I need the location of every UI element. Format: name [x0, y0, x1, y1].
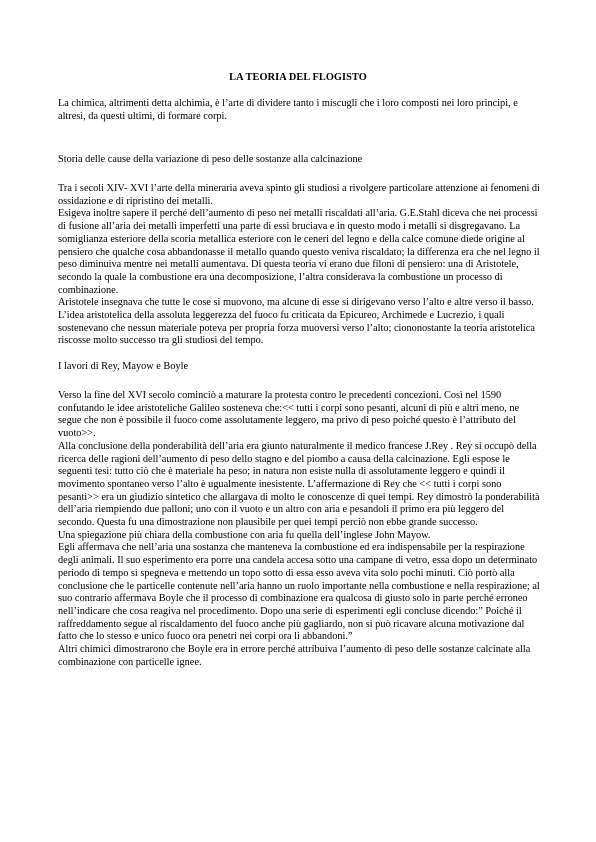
section2-paragraph-5: Altri chimici dimostrarono che Boyle era in errore perché attribuiva l’aumento di peso delle sostanze calcinate alla combinazione con particelle ignee.	[58, 644, 531, 668]
section1-paragraph-1: Tra i secoli XIV- XVI l’arte della mineraria aveva spinto gli studiosi a rivolgere particolare attenzione ai fenomeni di ossidazione e di ripristino dei metalli.	[58, 183, 540, 207]
section2-paragraph-4: Egli affermava che nell’aria una sostanza che manteneva la combustione ed era indispensabile per la respirazione degli animali. Il suo esperimento era porre una candela accesa sotto una campane di vetro, essa dopo un determinato periodo di tempo si spegneva e mettendo un topo sotto di essa esso aveva vita solo pochi minuti. Ciò portò alla conclusione che le particelle contenute nell’aria hanno un ruolo importante nella combustione e nella respirazione; al suo contrario affermava Boyle che il processo di combinazione era qualcosa di giusto solo in parte perché erroneo nell’indicare che cosa reagiva nel procedimento. Dopo una serie di esperimenti egli concluse dicendo:” Poiché il raffreddamento segue al riscaldamento del fuoco anche più gagliardo, non si può ricavare alcuna motivazione dal fatto che lo stesso e unico fuoco ora penetri nei corpi ora li abbandoni.”	[58, 542, 540, 643]
intro-paragraph-block	[58, 98, 542, 123]
section2-heading-text: I lavori di Rey, Mayow e Boyle	[58, 361, 189, 372]
section2-paragraph-2: Alla conclusione della ponderabilità dell’aria era giunto naturalmente il medico francese J.Rey . Rey si occupò della ricerca delle ragioni dell’aumento di peso dello stagno e del piombo a causa della calcinazione. Egli espose le seguenti tesi: tutto ciò che è materiale ha peso; in natura non esiste nulla di assolutamente leggero e quindi il movimento spontaneo verso l’alto è ugualmente inesistente. L’affermazione di Rey che << tutti i corpi sono pesanti>> era un giudizio sintetico che allargava di molto le conoscenze di quei tempi. Rey dimostrò la ponderabilità dell’aria riempiendo due palloni; uno con il vuoto e un altro con aria e pesandoli il primo era più leggero del secondo. Questa fu una dimostrazione non plausibile per quei tempi perciò non ebbe grande successo.	[58, 440, 540, 529]
section2-heading	[58, 361, 542, 374]
document-title: LA TEORIA DEL FLOGISTO	[229, 72, 367, 83]
section1-heading-text: Storia delle cause della variazione di peso delle sostanze alla calcinazione	[58, 154, 363, 165]
section2-paragraph-1: Verso la fine del XVI secolo cominciò a maturare la protesta contro le precedenti concezioni. Così nel 1590 confutando le idee aristoteliche Galileo sosteneva che:<< tutti i corpi sono pesanti, alcuni di più e altri meno, ne segue che non è possibile il fuoco come assolutamente leggero, ma privo di peso poiché questo è l’attributo del vuoto>>.	[58, 390, 520, 440]
intro-paragraph: La chimica, altrimenti detta alchimia, è l’arte di dividere tanto i miscugli che i loro composti nei loro principi, e altresì, da questi ultimi, di formare corpi.	[58, 98, 518, 122]
section2-paragraph-3: Una spiegazione più chiara della combustione con aria fu quella dell’inglese John Mayow.	[58, 529, 431, 541]
section1-body	[58, 183, 542, 348]
section1-paragraph-3: Aristotele insegnava che tutte le cose si muovono, ma alcune di esse si dirigevano verso l’alto e altre verso il basso. L’idea aristotelica della assoluta leggerezza del fuoco fu criticata da Epicureo, Archimede e Lucrezio, i quali sostenevano che nessun materiale poteva per propria forza muoversi verso l’alto; ciononostante la teoria aristotelica riscosse molto successo tra gli studiosi del tempo.	[58, 297, 535, 347]
section1-heading	[58, 154, 542, 167]
section2-body	[58, 390, 542, 669]
section1-paragraph-2: Esigeva inoltre sapere il perché dell’aumento di peso nei metalli riscaldati all’aria. G.E.Stahl diceva che nei processi di fusione all’aria dei metalli imperfetti una parte di essi bruciava e in questo modo i metalli si disgregavano. La somiglianza esteriore della scoria metallica esteriore con le ceneri del legno e della calce comune diede origine al pensiero che qualche cosa abbandonasse il metallo quando questo veniva riscaldato; la differenza era che nel legno il peso diminuiva mentre nei metalli aumentava. Di questa teoria vi erano due filoni di pensiero: una di Aristotele, secondo la quale la combustione era una decomposizione, l’altra considerava la combustione un processo di combinazione.	[58, 208, 540, 296]
